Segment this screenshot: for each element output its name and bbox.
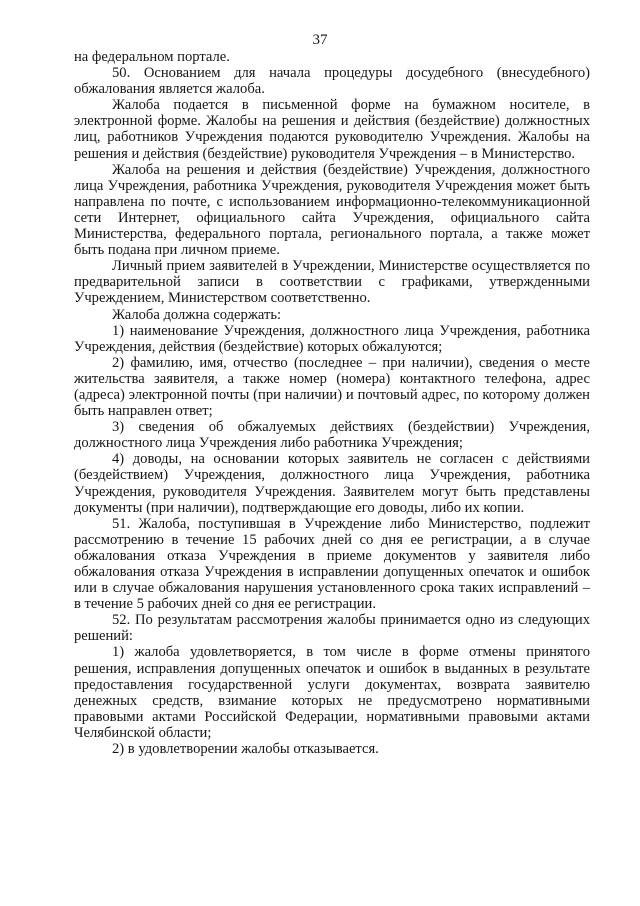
- paragraph-complaint-channels: Жалоба на решения и действия (бездействие) Учреждения, должностного лица Учреждения, работника Учреждения, руководителя Учреждения может быть направлена по почте, с использованием информационно-телекоммуникационной сети Интернет, официального сайта Учреждения, официального сайта Министерства, федерального портала, регионального портала, а также может быть подана при личном приеме.: [74, 161, 590, 259]
- paragraph-complaint-form: Жалоба подается в письменной форме на бумажном носителе, в электронной форме. Жалобы на решения и действия (бездействие) должностных лиц, работников Учреждения подаются руководителю Учреждения. Жалобы на решения и действия (бездействие) руководителя Учреждения – в Министерство.: [74, 97, 590, 162]
- decision-item-2: 2) в удовлетворении жалобы отказывается.: [112, 741, 379, 758]
- paragraph-50: 50. Основанием для начала процедуры досудебного (внесудебного) обжалования является жалоба.: [74, 65, 590, 98]
- paragraph-personal-reception: Личный прием заявителей в Учреждении, Министерстве осуществляется по предварительной записи в соответствии с графиками, утвержденными Учреждением, Министерством соответственно.: [74, 258, 590, 307]
- decision-item-1: 1) жалоба удовлетворяется, в том числе в форме отмены принятого решения, исправления допущенных опечаток и ошибок в выданных в результате предоставления государственной услуги документах, возврата заявителю денежных средств, взимание которых не предусмотрено нормативными правовыми актами Российской Федерации, нормативными правовыми актами Челябинской области;: [74, 644, 590, 741]
- list-item-3: 3) сведения об обжалуемых действиях (бездействии) Учреждения, должностного лица Учреждения либо работника Учреждения;: [74, 419, 590, 452]
- paragraph-complaint-contents: Жалоба должна содержать:: [112, 306, 282, 323]
- paragraph-52: 52. По результатам рассмотрения жалобы принимается одно из следующих решений:: [74, 612, 590, 645]
- list-item-4: 4) доводы, на основании которых заявитель не согласен с действиями (бездействием) Учреждения, должностного лица Учреждения, работника Учреждения, руководителя Учреждения. Заявителем могут быть представлены документы (при наличии), подтверждающие его доводы, либо их копии.: [74, 451, 590, 516]
- document-body: [74, 49, 590, 757]
- list-item-2: 2) фамилию, имя, отчество (последнее – при наличии), сведения о месте жительства заявителя, а также номер (номера) контактного телефона, адрес (адреса) электронной почты (при наличии) и почтовый адрес, по которому должен быть направлен ответ;: [74, 354, 590, 420]
- list-item-1: 1) наименование Учреждения, должностного лица Учреждения, работника Учреждения, действия (бездействие) которых обжалуются;: [74, 322, 590, 355]
- paragraph-51: 51. Жалоба, поступившая в Учреждение либо Министерство, подлежит рассмотрению в течение 15 рабочих дней со дня ее регистрации, а в случае обжалования отказа Учреждения в приеме документов у заявителя либо обжалования отказа Учреждения в исправлении допущенных опечаток и ошибок или в случае обжалования нарушения установленного срока таких исправлений – в течение 5 рабочих дней со дня ее регистрации.: [74, 515, 590, 613]
- page-number: 37: [312, 32, 328, 48]
- paragraph-continuation: на федеральном портале.: [74, 49, 230, 65]
